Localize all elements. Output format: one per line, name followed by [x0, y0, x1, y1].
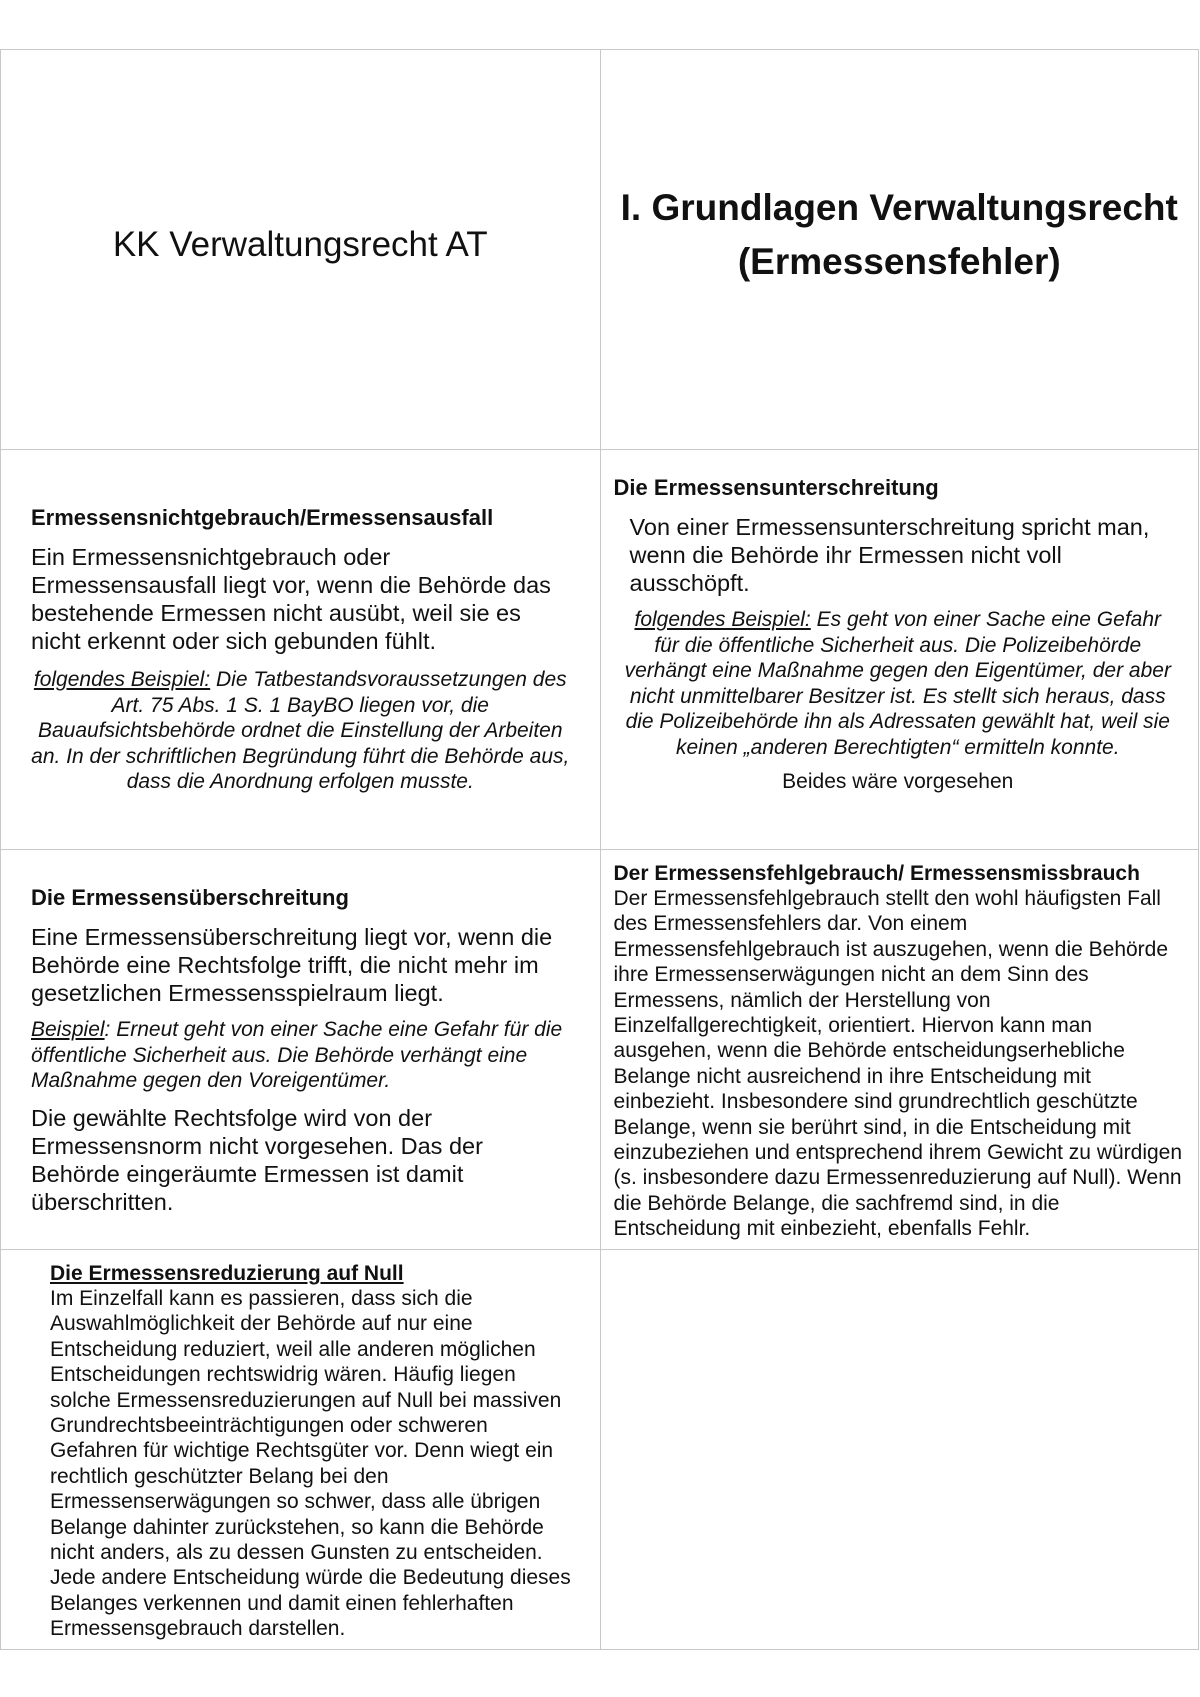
card-nichtgebrauch [0, 450, 600, 849]
card-example [31, 667, 570, 795]
card-example [614, 607, 1182, 760]
card-row [0, 50, 1199, 450]
card-heading: Die Ermessensreduzierung auf Null [50, 1262, 404, 1285]
example-label: Beispiel [31, 1018, 105, 1041]
card-example [31, 1017, 570, 1094]
card-reduzierung [0, 1250, 600, 1649]
card-heading: Die Ermessensüberschreitung [31, 885, 349, 910]
example-text: : Erneut geht von einer Sache eine Gefahr für die öffentliche Sicherheit aus. Die Behörde verhängt eine Maßnahme gegen den Voreigentümer. [31, 1018, 563, 1092]
example-label: folgendes Beispiel: [634, 608, 811, 631]
card-fehlgebrauch [600, 850, 1199, 1249]
card-text: Eine Ermessensüberschreitung liegt vor, wenn die Behörde eine Rechtsfolge trifft, die nicht mehr im gesetzlichen Ermessensspielraum liegt. [31, 924, 553, 1006]
card-back-title [600, 50, 1200, 449]
card-heading: Die Ermessensunterschreitung [613, 475, 939, 500]
card-text: Im Einzelfall kann es passieren, dass sich die Auswahlmöglichkeit der Behörde auf nur eine Entscheidung reduziert, weil alle anderen möglichen Entscheidungen rechtswidrig wären. Häufig liegen solche Ermessensreduzierungen auf Null bei massiven Grundrechtsbeeinträchtigungen oder schweren Gefahren für wichtige Rechtsgüter vor. Denn wiegt ein rechtlich geschützter Belang bei den Ermessenserwägungen so schwer, dass alle übrigen Belange dahinter zurückstehen, so kann die Behörde nicht anders, als zu dessen Gunsten zu entscheiden. Jede andere Entscheidung würde die Bedeutung dieses Belanges verkennen und damit einen fehlerhaften Ermessensgebrauch darstellen. [50, 1287, 571, 1641]
card-row [0, 850, 1199, 1250]
card-text: Der Ermessensfehlgebrauch stellt den wohl häufigsten Fall des Ermessensfehlers dar. Von einem Ermessensfehlgebrauch ist auszugehen, wenn die Behörde ihre Ermessenserwägungen nicht an dem Sinn des Ermessens, nämlich der Herstellung von Einzelfallgerechtigkeit, orientiert. Hiervon kann man ausgehen, wenn die Behörde entscheidungserhebliche Belange nicht ausreichend in ihre Entscheidung mit einbezieht. Insbesondere sind grundrechtlich geschützte Belange, wenn sie berührt sind, in die Entscheidung mit einzubeziehen und entsprechend ihrem Gewicht zu würdigen (s. insbesondere dazu Ermessenreduzierung auf Null). Wenn die Behörde Belange, die sachfremd sind, in die Entscheidung mit einbezieht, ebenfalls Fehlr. [613, 887, 1183, 1241]
card-note: Beides wäre vorgesehen [782, 770, 1014, 793]
example-label: folgendes Beispiel: [33, 668, 211, 691]
card-ueberschreitung [0, 850, 600, 1249]
card-text: Von einer Ermessensunterschreitung spricht man, wenn die Behörde ihr Ermessen nicht voll ausschöpft. [629, 514, 1150, 596]
chapter-title: I. Grundlagen Verwaltungsrecht (Ermessensfehler) [620, 186, 1178, 282]
card-row [0, 450, 1199, 850]
flashcard-grid [0, 49, 1199, 1650]
card-unterschreitung [600, 450, 1199, 849]
card-front-title [0, 50, 600, 449]
card-text: Ein Ermessensnichtgebrauch oder Ermessensausfall liegt vor, wenn die Behörde das bestehende Ermessen nicht ausübt, weil sie es nicht erkennt oder sich gebunden fühlt. [31, 544, 551, 654]
empty-card [600, 1250, 1199, 1649]
example-text: Die Tatbestandsvoraussetzungen des Art. 75 Abs. 1 S. 1 BayBO liegen vor, die Bauaufsichtsbehörde ordnet die Einstellung der Arbeiten an. In der schriftlichen Begründung führt die Behörde aus, dass die Anordnung erfolgen musste. [31, 668, 570, 793]
deck-title: KK Verwaltungsrecht AT [112, 224, 488, 264]
card-heading: Ermessensnichtgebrauch/Ermessensausfall [31, 505, 494, 530]
example-text: Es geht von einer Sache eine Gefahr für die öffentliche Sicherheit aus. Die Polizeibehörde verhängt eine Maßnahme gegen den Eigentümer, der aber nicht unmittelbarer Besitzer ist. Es stellt sich heraus, dass die Polizeibehörde ihn als Adressaten gewählt hat, weil sie keinen „anderen Berechtigten“ ermitteln konnte. [624, 608, 1171, 759]
card-heading: Der Ermessensfehlgebrauch/ Ermessensmissbrauch [613, 862, 1140, 885]
card-row [0, 1250, 1199, 1650]
card-conclusion: Die gewählte Rechtsfolge wird von der Ermessensnorm nicht vorgesehen. Das der Behörde eingeräumte Ermessen ist damit überschritten. [31, 1104, 483, 1215]
